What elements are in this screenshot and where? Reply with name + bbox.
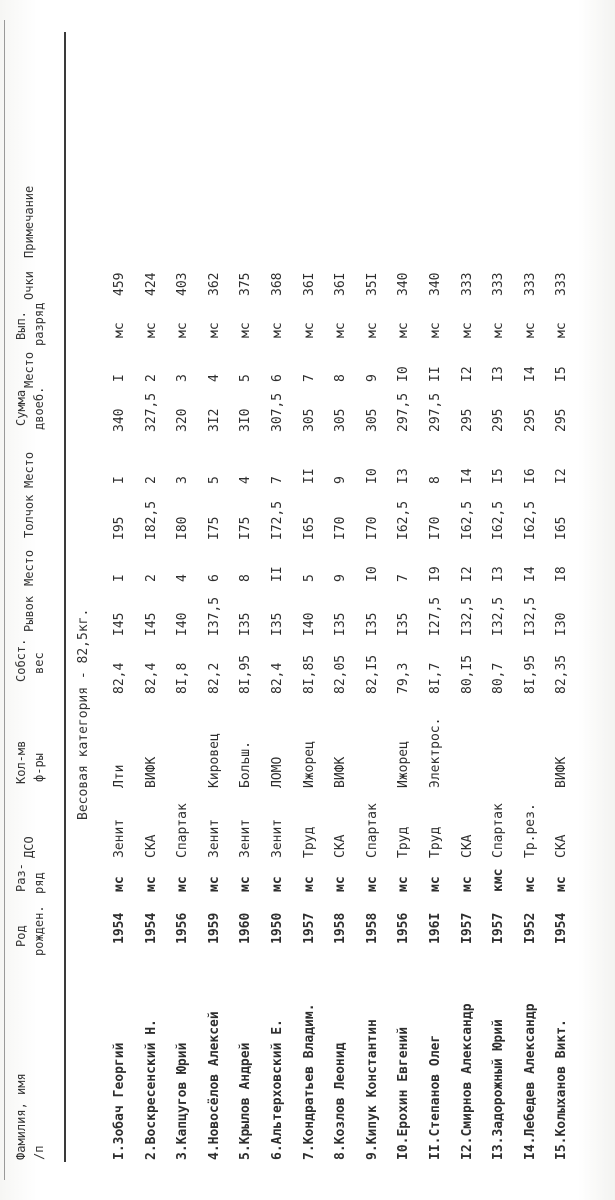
cell-birth-year: 1960 [238,912,254,944]
header-weight [14,639,28,682]
header-dso: ДСО [22,836,36,858]
cell-snatch-place: I9 [428,566,443,582]
cell-athlete-name: 3.Капцугов Юрий [175,1042,191,1160]
table-row [428,20,456,1180]
cell-total: 3I0 [238,408,254,432]
cell-rank: мс [143,876,159,892]
cell-athlete-name: 6.Альтерховский Е. [270,1019,285,1160]
cell-clean-jerk-place: 8 [428,476,443,484]
cell-clean-jerk: I62,5 [459,500,475,540]
cell-clean-jerk-place: 4 [238,476,254,484]
cell-snatch-place: 9 [333,574,349,582]
cell-points: 424 [143,272,159,296]
cell-birth-year: 1956 [175,912,191,944]
cell-total-place: I [112,374,127,382]
cell-rank: мс [270,876,285,892]
cell-team: ЛОМО [270,756,285,788]
cell-snatch: I32,5 [522,596,538,636]
weight-category-title: Весовая категория - 82,5кг. [76,608,91,820]
header-born [14,925,28,947]
header-name-sub [32,1146,46,1160]
header-born-line1: Род [14,925,28,947]
cell-clean-jerk: I70 [333,516,349,540]
cell-total: 327,5 [143,392,159,432]
header-rank-sub [32,872,46,894]
cell-points: 340 [428,272,443,296]
cell-dso: Труд [428,826,443,858]
cell-points: 333 [491,272,507,296]
cell-total: 305 [333,408,349,432]
cell-athlete-name: 5.Крылов Андрей [238,1042,254,1160]
cell-dso: СКА [143,834,159,858]
cell-birth-year: 1957 [301,912,317,944]
cell-total: 295 [491,408,507,432]
cell-total-place: 8 [333,374,349,382]
cell-snatch: I35 [333,612,349,636]
cell-clean-jerk: I80 [175,516,191,540]
cell-rank-achieved: мс [112,322,127,338]
table-row [365,20,393,1180]
cell-total: 305 [301,408,317,432]
header-team [14,741,28,784]
cell-points: 36I [301,272,317,296]
cell-snatch-place: 2 [143,574,159,582]
cell-clean-jerk: I62,5 [522,500,538,540]
cell-points: 403 [175,272,191,296]
cell-rank-achieved: мс [301,322,317,338]
cell-clean-jerk-place: 3 [175,476,191,484]
cell-team: ВИФК [554,756,570,788]
cell-dso: Спартак [364,803,380,858]
cell-athlete-name: I0.Ерохин Евгений [396,1026,412,1160]
cell-body-weight: 80,I5 [459,654,475,694]
table-row [144,20,172,1180]
cell-body-weight: 8I,85 [301,654,317,694]
cell-clean-jerk-place: 7 [270,476,285,484]
cell-total-place: 5 [238,374,254,382]
cell-total: 295 [522,408,538,432]
cell-rank-achieved: мс [459,322,475,338]
header-team-line2: ф-ры [32,753,46,782]
cell-rank: мс [364,876,380,892]
cell-rank: мс [554,876,570,892]
cell-rank: мс [428,876,443,892]
cell-rank-achieved: мс [238,322,254,338]
table-row [523,20,551,1180]
cell-rank: мс [396,876,412,892]
cell-athlete-name: I4.Лебедев Александр [522,1003,538,1160]
cell-body-weight: 82,2 [206,662,222,694]
cell-birth-year: I957 [491,912,507,944]
cell-athlete-name: I3.Задорожный Юрий [491,1019,507,1160]
cell-snatch: I32,5 [491,596,507,636]
cell-total-place: 7 [301,374,317,382]
cell-body-weight: 8I,95 [238,654,254,694]
cell-body-weight: 8I,7 [428,662,443,694]
header-weight-line1: Собст. [14,638,28,682]
cell-birth-year: 1954 [112,912,127,944]
cell-points: 368 [270,272,285,296]
table-row [396,20,424,1180]
cell-clean-jerk-place: I3 [396,468,412,484]
header-rule [64,32,66,1162]
table-row [270,20,298,1180]
cell-athlete-name: 4.Новосёлов Алексей [206,1011,222,1160]
cell-clean-jerk-place: I2 [554,468,570,484]
header-note: Примечание [22,185,36,258]
cell-snatch-place: I [112,574,127,582]
cell-team: Ижорец [301,741,317,788]
cell-birth-year: I957 [459,912,475,944]
cell-team: Ижорец [396,741,412,788]
cell-points: 362 [206,272,222,296]
cell-body-weight: 79,3 [396,662,412,694]
cell-rank: мс [238,876,254,892]
cell-points: 333 [522,272,538,296]
header-sum-sub [32,387,46,430]
cell-total-place: I2 [459,366,475,382]
cell-birth-year: 1958 [364,912,380,944]
header-team-sub [32,753,46,782]
cell-dso: СКА [459,834,475,858]
cell-clean-jerk: I65 [301,516,317,540]
cell-snatch-place: 6 [206,574,222,582]
header-name-line1: Фамилия, имя [14,1073,28,1160]
cell-birth-year: 1959 [206,912,222,944]
table-row [460,20,488,1180]
cell-birth-year: I954 [554,912,570,944]
cell-clean-jerk: I75 [206,516,222,540]
cell-athlete-name: 7.Кондратьев Владим. [301,1003,317,1160]
cell-rank-achieved: мс [491,322,507,338]
cell-snatch-place: I3 [491,566,507,582]
cell-dso: Спартак [175,803,191,858]
cell-clean-jerk-place: II [301,468,317,484]
cell-clean-jerk: I72,5 [270,500,285,540]
cell-snatch-place: II [270,566,285,582]
cell-dso: Зенит [270,818,285,858]
cell-rank-achieved: мс [522,322,538,338]
cell-rank-achieved: мс [143,322,159,338]
cell-snatch: I37,5 [206,596,222,636]
cell-total-place: I5 [554,366,570,382]
cell-body-weight: 82,4 [270,662,285,694]
table-row [491,20,519,1180]
cell-snatch: I40 [301,612,317,636]
cell-total-place: 9 [364,374,380,382]
cell-total: 297,5 [428,392,443,432]
cell-clean-jerk: I70 [364,516,380,540]
cell-birth-year: 1950 [270,912,285,944]
header-name-line2: /п [32,1145,46,1160]
cell-snatch-place: I8 [554,566,570,582]
header-rank [14,863,28,892]
table-row [112,20,140,1180]
cell-total-place: 4 [206,374,222,382]
cell-team: Лти [112,764,127,788]
cell-snatch: I40 [175,612,191,636]
page-edge-line [4,20,5,1180]
table-row [554,20,582,1180]
cell-total: 295 [459,408,475,432]
cell-dso: Зенит [206,818,222,858]
cell-clean-jerk: I82,5 [143,500,159,540]
cell-body-weight: 82,4 [112,662,127,694]
cell-points: 375 [238,272,254,296]
cell-athlete-name: 8.Козлов Леонид [333,1042,349,1160]
cell-clean-jerk: I75 [238,516,254,540]
cell-rank-achieved: мс [270,322,285,338]
cell-clean-jerk-place: 5 [206,476,222,484]
cell-birth-year: I952 [522,912,538,944]
header-name [14,1073,28,1160]
header-born-line2: рожден. [32,905,46,956]
cell-points: 459 [112,272,127,296]
cell-points: 333 [554,272,570,296]
cell-snatch: I30 [554,612,570,636]
header-rank-line2: ряд [32,872,46,894]
cell-total-place: 3 [175,374,191,382]
cell-total: 305 [364,408,380,432]
cell-rank: мс [301,876,317,892]
cell-clean-jerk-place: 2 [143,476,159,484]
table-row [175,20,203,1180]
cell-snatch-place: 4 [175,574,191,582]
cell-rank-achieved: мс [333,322,349,338]
table-row [238,20,266,1180]
cell-clean-jerk: I65 [554,516,570,540]
cell-rank: мс [175,876,191,892]
cell-athlete-name: I.Зобач Георгий [112,1042,127,1160]
cell-birth-year: 1958 [333,912,349,944]
cell-clean-jerk: I62,5 [491,500,507,540]
header-born-sub [32,905,46,956]
cell-rank-achieved: мс [554,322,570,338]
cell-body-weight: 8I,8 [175,662,191,694]
header-rankdone-line1: Вып. [14,311,28,340]
cell-snatch: I35 [270,612,285,636]
cell-total: 307,5 [270,392,285,432]
header-sum-line1: Сумма [14,389,28,426]
header-cj: Толчок [22,494,36,538]
header-weight-line2: вес [32,652,46,674]
cell-rank-achieved: мс [364,322,380,338]
cell-snatch: I32,5 [459,596,475,636]
cell-clean-jerk: I70 [428,516,443,540]
cell-snatch-place: I0 [364,566,380,582]
cell-rank-achieved: мс [206,322,222,338]
cell-snatch-place: 5 [301,574,317,582]
cell-dso: СКА [333,834,349,858]
cell-snatch: I35 [364,612,380,636]
cell-total-place: 2 [143,374,159,382]
header-place2: Место [22,451,36,488]
cell-team: Кировец [206,733,222,788]
header-rankdone [14,311,28,340]
cell-clean-jerk-place: I5 [491,468,507,484]
cell-athlete-name: I2.Смирнов Александр [459,1003,475,1160]
header-place3: Место [22,351,36,388]
cell-team: Электрос. [428,717,443,788]
cell-clean-jerk: I95 [112,516,127,540]
header-team-line1: Кол-мв [14,740,28,784]
header-place1: Место [22,549,36,586]
cell-athlete-name: 2.Воскресенский Н. [143,1019,159,1160]
table-row [302,20,330,1180]
cell-dso: СКА [554,834,570,858]
cell-snatch-place: I4 [522,566,538,582]
header-weight-sub [32,652,46,674]
cell-total: 297,5 [396,392,412,432]
header-rankdone-line2: разряд [32,302,46,346]
header-rank-line1: Раз- [14,863,28,892]
cell-athlete-name: II.Степанов Олег [428,1034,443,1160]
cell-snatch: I27,5 [428,596,443,636]
cell-team: Больш. [238,741,254,788]
cell-rank: мс [459,876,475,892]
rotated-table [0,20,615,1180]
header-snatch: Рывок [22,595,36,632]
table-row [333,20,361,1180]
cell-rank: кмс [491,868,507,892]
cell-clean-jerk-place: I [112,476,127,484]
cell-snatch-place: 8 [238,574,254,582]
cell-snatch-place: 7 [396,574,412,582]
cell-rank: мс [333,876,349,892]
cell-athlete-name: I5.Колыханов Викт. [554,1019,570,1160]
cell-points: 35I [364,272,380,296]
cell-dso: Труд [396,826,412,858]
cell-birth-year: 196I [428,912,443,944]
cell-body-weight: 80,7 [491,662,507,694]
cell-total-place: 6 [270,374,285,382]
cell-total: 295 [554,408,570,432]
cell-total-place: I0 [396,366,412,382]
cell-clean-jerk-place: I0 [364,468,380,484]
cell-clean-jerk: I62,5 [396,500,412,540]
cell-total: 3I2 [206,408,222,432]
cell-snatch-place: I2 [459,566,475,582]
cell-body-weight: 82,I5 [364,654,380,694]
cell-rank-achieved: мс [428,322,443,338]
cell-body-weight: 8I,95 [522,654,538,694]
cell-total-place: I4 [522,366,538,382]
cell-birth-year: 1956 [396,912,412,944]
cell-total-place: II [428,366,443,382]
cell-clean-jerk-place: 9 [333,476,349,484]
cell-birth-year: 1954 [143,912,159,944]
cell-dso: Тр.рез. [522,803,538,858]
cell-dso: Зенит [112,818,127,858]
cell-body-weight: 82,05 [333,654,349,694]
cell-points: 36I [333,272,349,296]
cell-team: ВИФК [143,756,159,788]
cell-team: ВИФК [333,756,349,788]
cell-rank-achieved: мс [175,322,191,338]
cell-rank: мс [522,876,538,892]
cell-rank: мс [206,876,222,892]
cell-points: 333 [459,272,475,296]
cell-total: 340 [112,408,127,432]
cell-rank: мс [112,876,127,892]
cell-body-weight: 82,4 [143,662,159,694]
cell-snatch: I35 [396,612,412,636]
cell-clean-jerk-place: I4 [459,468,475,484]
cell-snatch: I45 [112,612,127,636]
cell-snatch: I35 [238,612,254,636]
table-row [207,20,235,1180]
cell-dso: Труд [301,826,317,858]
cell-snatch: I45 [143,612,159,636]
cell-athlete-name: 9.Кипук Константин [364,1019,380,1160]
cell-body-weight: 82,35 [554,654,570,694]
header-rankdone-sub [32,303,46,346]
cell-dso: Спартак [491,803,507,858]
cell-total: 320 [175,408,191,432]
cell-points: 340 [396,272,412,296]
cell-rank-achieved: мс [396,322,412,338]
cell-total-place: I3 [491,366,507,382]
cell-clean-jerk-place: I6 [522,468,538,484]
header-points: Очки [22,271,36,300]
cell-dso: Зенит [238,818,254,858]
header-sum-line2: двоеб. [32,386,46,430]
header-sum [14,390,28,426]
